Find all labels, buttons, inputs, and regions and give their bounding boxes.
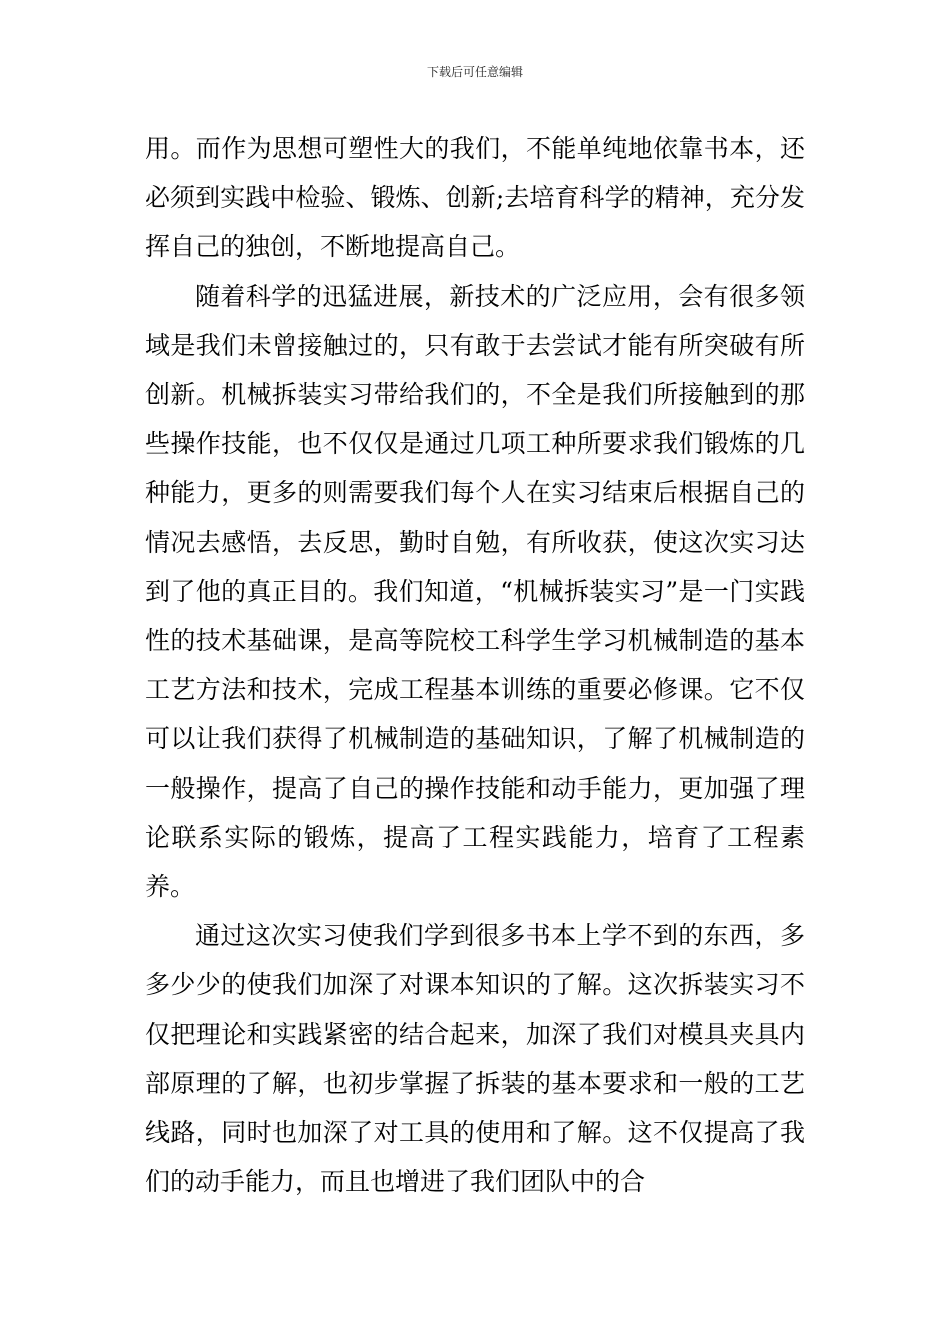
page-header: 下载后可任意编辑: [426, 65, 523, 79]
paragraph-1: 用。而作为思想可塑性大的我们，不能单纯地依靠书本，还必须到实践中检验、锻炼、创新;去培育科学的精神，充分发挥自己的独创，不断地提高自己。: [145, 134, 805, 262]
paragraph-3: 通过这次实习使我们学到很多书本上学不到的东西，多多少少的使我们加深了对课本知识的了解。这次拆装实习不仅把理论和实践紧密的结合起来，加深了我们对模具夹具内部原理的了解，也初步掌握了拆装的基本要求和一般的工艺线路，同时也加深了对工具的使用和了解。这不仅提高了我们的动手能力，而且也增进了我们团队中的合: [145, 921, 805, 1197]
document-body: [145, 124, 805, 1206]
paragraph-2: 随着科学的迅猛进展，新技术的广泛应用，会有很多领域是我们未曾接触过的，只有敢于去尝试才能有所突破有所创新。机械拆装实习带给我们的，不全是我们所接触到的那些操作技能，也不仅仅是通过几项工种所要求我们锻炼的几种能力，更多的则需要我们每个人在实习结束后根据自己的情况去感悟，去反思，勤时自勉，有所收获，使这次实习达到了他的真正目的。我们知道，“机械拆装实习”是一门实践性的技术基础课，是高等院校工科学生学习机械制造的基本工艺方法和技术，完成工程基本训练的重要必修课。它不仅可以让我们获得了机械制造的基础知识，了解了机械制造的一般操作，提高了自己的操作技能和动手能力，更加强了理论联系实际的锻炼，提高了工程实践能力，培育了工程素养。: [145, 281, 805, 902]
